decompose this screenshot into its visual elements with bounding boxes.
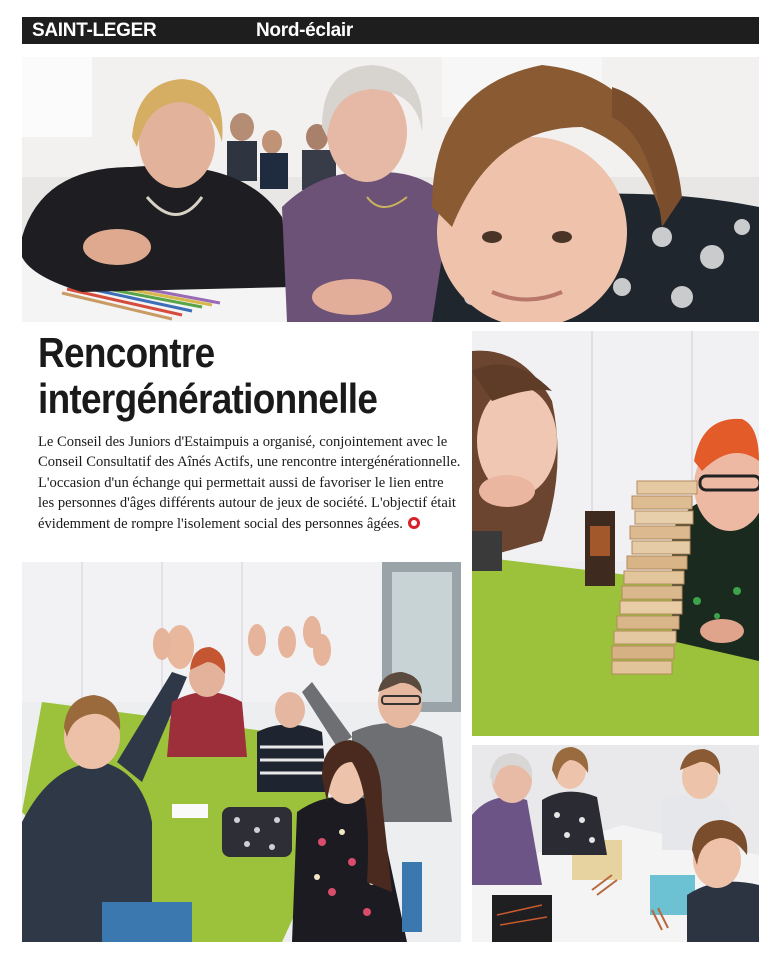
section-header-bar	[22, 17, 759, 44]
photo-board-game-table	[472, 745, 759, 942]
photo-seniors-and-girl	[22, 57, 759, 322]
section-name: SAINT-LEGER	[32, 20, 157, 41]
headline-line-1: Rencontre	[38, 329, 215, 376]
article-body	[38, 432, 463, 534]
newspaper-name: Nord-éclair	[256, 20, 354, 41]
article-body-text: Le Conseil des Juniors d'Estaimpuis a organisé, conjointement avec le Conseil Consultatif des Aînés Actifs, une rencontre intergénérationnelle. L'occasion d'un échange qui permettait aussi de favoriser le lien entre les personnes d'âges différents autour de jeux de société. L'objectif était évidemment de rompre l'isolement social des personnes âgées.	[38, 434, 461, 532]
end-of-article-icon	[408, 517, 420, 529]
photo-jenga-game	[472, 331, 759, 736]
photo-group-raised-hands	[22, 562, 461, 942]
headline-line-2: intergénérationnelle	[38, 375, 378, 422]
article-headline	[38, 330, 412, 422]
